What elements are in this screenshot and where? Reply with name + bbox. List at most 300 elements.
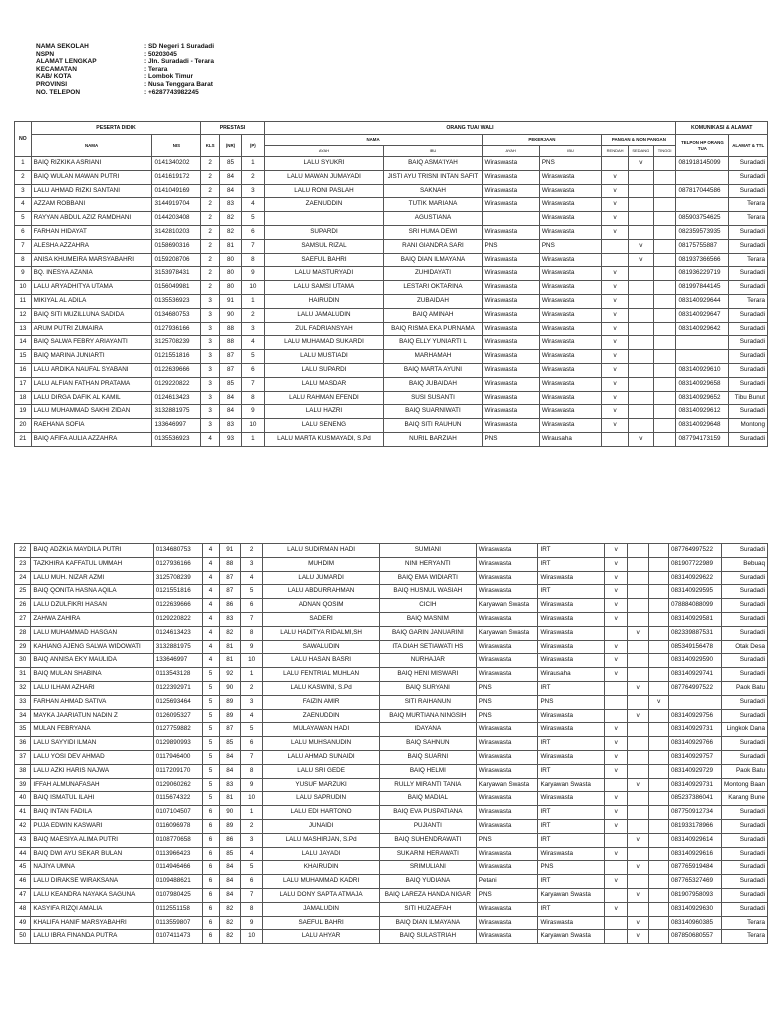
cell-alamat: Tibu Bunut <box>729 391 768 405</box>
cell-telp <box>676 336 729 350</box>
cell-pekerjaan-ibu: IRT <box>538 764 605 778</box>
cell-p: 6 <box>242 225 264 239</box>
cell-nr: 87 <box>219 585 241 599</box>
table-row <box>15 294 768 308</box>
cell-telp: 081937366566 <box>676 253 729 267</box>
cell-nr: 80 <box>219 267 241 281</box>
cell-ibu: ZUBAIDAH <box>384 294 482 308</box>
cell-telp: 087765327469 <box>669 875 722 889</box>
cell-rendah <box>602 253 628 267</box>
cell-tinggi <box>653 225 676 239</box>
cell-telp: 083140929741 <box>669 668 722 682</box>
cell-pekerjaan-ibu: Wiraswasta <box>539 419 602 433</box>
cell-ibu: BAIQ MADIAL <box>379 792 476 806</box>
cell-pekerjaan-ayah: Wiraswasta <box>476 792 538 806</box>
cell-nama: LALU SAYYIDI ILMAN <box>31 737 153 751</box>
cell-rendah: v <box>605 612 628 626</box>
cell-rendah: v <box>602 377 628 391</box>
cell-nis: 0129060262 <box>153 778 202 792</box>
cell-nr: 87 <box>219 723 241 737</box>
cell-sedang <box>628 267 653 281</box>
cell-tinggi <box>653 294 676 308</box>
cell-nis: 3125708239 <box>152 336 201 350</box>
cell-nis: 0109488621 <box>153 875 202 889</box>
cell-tinggi <box>649 681 669 695</box>
cell-sedang <box>628 571 649 585</box>
cell-p: 6 <box>241 599 263 613</box>
cell-nis: 0113543128 <box>153 668 202 682</box>
table-row <box>15 157 768 171</box>
cell-no: 3 <box>15 184 32 198</box>
cell-rendah: v <box>602 294 628 308</box>
table-row <box>15 599 768 613</box>
cell-pekerjaan-ayah: Wiraswasta <box>476 902 538 916</box>
cell-pekerjaan-ibu: Wirausaha <box>538 668 605 682</box>
cell-pekerjaan-ayah: PNS <box>476 833 538 847</box>
cell-nr: 87 <box>219 363 241 377</box>
cell-nama: LALU DZULFIKRI HASAN <box>31 599 153 613</box>
cell-tinggi <box>649 640 669 654</box>
cell-p: 2 <box>241 819 263 833</box>
cell-nr: 84 <box>219 888 241 902</box>
cell-nis: 0126095327 <box>153 709 202 723</box>
cell-ibu: SRIMULIANI <box>379 861 476 875</box>
col-ibu: IBU <box>384 146 482 157</box>
table-row <box>15 737 768 751</box>
cell-rendah: v <box>605 544 628 558</box>
cell-pekerjaan-ibu: PNS <box>539 239 602 253</box>
cell-ibu: BAIQ SAHNUN <box>379 737 476 751</box>
cell-kls: 5 <box>202 668 219 682</box>
cell-alamat: Suradadi <box>721 737 767 751</box>
cell-ayah: LALU SAMSI UTAMA <box>264 281 384 295</box>
cell-pekerjaan-ibu: Wiraswasta <box>539 308 602 322</box>
cell-nr: 80 <box>219 281 241 295</box>
cell-nr: 90 <box>219 681 241 695</box>
cell-kls: 3 <box>201 391 219 405</box>
cell-no: 28 <box>15 626 31 640</box>
cell-nr: 87 <box>219 571 241 585</box>
cell-sedang: v <box>628 253 653 267</box>
cell-p: 9 <box>242 267 264 281</box>
cell-tinggi <box>653 170 676 184</box>
cell-tinggi <box>649 612 669 626</box>
cell-alamat: Suradadi <box>721 847 767 861</box>
cell-tinggi <box>649 888 669 902</box>
cell-nis: 0107980425 <box>153 888 202 902</box>
cell-pekerjaan-ayah: Wiraswasta <box>476 571 538 585</box>
col-p-ayah: AYAH <box>482 146 539 157</box>
cell-rendah <box>602 239 628 253</box>
cell-alamat: Suradadi <box>729 184 768 198</box>
cell-nr: 84 <box>219 405 241 419</box>
cell-nr: 82 <box>219 225 241 239</box>
cell-nis: 0121551816 <box>152 350 201 364</box>
cell-sedang: v <box>628 930 649 944</box>
cell-ayah: LALU EDI HARTONO <box>263 806 380 820</box>
cell-nis: 0117946400 <box>153 750 202 764</box>
cell-pekerjaan-ayah: Wiraswasta <box>476 723 538 737</box>
cell-alamat: Suradadi <box>721 806 767 820</box>
col-telp: TELPON HP ORANG TUA <box>676 135 729 157</box>
cell-nr: 90 <box>219 308 241 322</box>
cell-nr: 89 <box>219 695 241 709</box>
cell-alamat: Terara <box>729 253 768 267</box>
cell-nama: BAIQ ANNISA EKY MAULIDA <box>31 654 153 668</box>
cell-alamat: Suradadi <box>729 225 768 239</box>
cell-sedang <box>628 198 653 212</box>
cell-nr: 86 <box>219 833 241 847</box>
cell-tinggi <box>653 419 676 433</box>
cell-pekerjaan-ayah: Wiraswasta <box>482 170 539 184</box>
cell-ibu: BAIQ GARIN JANUARINI <box>379 626 476 640</box>
cell-ayah: LALU SAPRUDIN <box>263 792 380 806</box>
cell-nr: 93 <box>219 432 241 446</box>
cell-pekerjaan-ibu: Wiraswasta <box>538 916 605 930</box>
cell-sedang <box>628 599 649 613</box>
col-pangan: PANGAN & NON PANGAN <box>602 135 676 146</box>
cell-nr: 84 <box>219 861 241 875</box>
cell-tinggi <box>649 930 669 944</box>
cell-p: 5 <box>241 585 263 599</box>
table-row <box>15 709 768 723</box>
cell-no: 24 <box>15 571 31 585</box>
cell-nama: MAYKA JAARIATUN NADIN Z <box>31 709 153 723</box>
cell-tinggi <box>649 668 669 682</box>
cell-p: 8 <box>241 764 263 778</box>
cell-rendah: v <box>605 640 628 654</box>
cell-pekerjaan-ibu: Wiraswasta <box>538 640 605 654</box>
table-row <box>15 626 768 640</box>
cell-kls: 5 <box>202 778 219 792</box>
cell-ibu: AGUSTIANA <box>384 212 482 226</box>
col-p-ibu: IBU <box>539 146 602 157</box>
cell-kls: 4 <box>202 626 219 640</box>
cell-sedang <box>628 875 649 889</box>
student-table-page-1 <box>14 121 768 447</box>
cell-telp: 083140929766 <box>669 737 722 751</box>
cell-sedang: v <box>628 157 653 171</box>
cell-rendah: v <box>605 571 628 585</box>
cell-pekerjaan-ibu: Wiraswasta <box>539 405 602 419</box>
cell-ayah: LALU FENTRIAL MUHLAN <box>263 668 380 682</box>
cell-tinggi <box>649 557 669 571</box>
cell-alamat: Suradadi <box>721 626 767 640</box>
cell-telp <box>676 198 729 212</box>
cell-pekerjaan-ayah: Wiraswasta <box>482 281 539 295</box>
cell-kls: 2 <box>201 281 219 295</box>
cell-pekerjaan-ayah: Wiraswasta <box>476 847 538 861</box>
cell-nr: 85 <box>219 737 241 751</box>
cell-alamat: Suradadi <box>721 585 767 599</box>
cell-rendah <box>605 626 628 640</box>
cell-no: 23 <box>15 557 31 571</box>
cell-p: 9 <box>241 916 263 930</box>
cell-tinggi <box>649 709 669 723</box>
cell-rendah <box>605 930 628 944</box>
cell-alamat: Suradadi <box>721 833 767 847</box>
cell-sedang <box>628 405 653 419</box>
table-row <box>15 405 768 419</box>
cell-sedang: v <box>628 861 649 875</box>
cell-pekerjaan-ayah: Wiraswasta <box>482 322 539 336</box>
cell-sedang <box>628 737 649 751</box>
cell-nr: 88 <box>219 557 241 571</box>
cell-ayah: LALU MUHAMMAD KADRI <box>263 875 380 889</box>
cell-ayah: ADNAN QOSIM <box>263 599 380 613</box>
cell-rendah: v <box>602 212 628 226</box>
cell-nis: 0127936166 <box>152 322 201 336</box>
table-row <box>15 654 768 668</box>
cell-kls: 2 <box>201 225 219 239</box>
cell-telp: 081936229719 <box>676 267 729 281</box>
cell-no: 32 <box>15 681 31 695</box>
cell-pekerjaan-ibu: IRT <box>538 902 605 916</box>
cell-ibu: BAIQ ELLY YUNIARTI L <box>384 336 482 350</box>
table-row <box>15 778 768 792</box>
col-rendah: RENDAH <box>602 146 628 157</box>
cell-tinggi <box>649 819 669 833</box>
cell-rendah: v <box>605 875 628 889</box>
cell-nr: 81 <box>219 239 241 253</box>
cell-pekerjaan-ibu: Wiraswasta <box>539 170 602 184</box>
cell-p: 5 <box>242 350 264 364</box>
cell-telp: 083140929630 <box>669 902 722 916</box>
cell-ibu: BAIQ HUSNUL WASIAH <box>379 585 476 599</box>
cell-nr: 84 <box>219 750 241 764</box>
cell-nis: 3132881975 <box>152 405 201 419</box>
cell-pekerjaan-ibu: Wiraswasta <box>539 198 602 212</box>
cell-p: 1 <box>242 432 264 446</box>
table-row <box>15 888 768 902</box>
cell-tinggi <box>649 750 669 764</box>
cell-nama: LALU DIRGA DAFIK AL KAMIL <box>31 391 152 405</box>
cell-nama: KASYIFA RIZQI AMALIA <box>31 902 153 916</box>
cell-no: 46 <box>15 875 31 889</box>
cell-pekerjaan-ibu: Wirausaha <box>539 432 602 446</box>
cell-nr: 91 <box>219 544 241 558</box>
cell-pekerjaan-ibu: Wiraswasta <box>539 253 602 267</box>
cell-nama: FARHAN AHMAD SATIVA <box>31 695 153 709</box>
table-row <box>15 336 768 350</box>
cell-kls: 4 <box>202 599 219 613</box>
cell-p: 7 <box>241 750 263 764</box>
cell-no: 38 <box>15 764 31 778</box>
cell-tinggi <box>649 902 669 916</box>
cell-tinggi <box>649 861 669 875</box>
cell-nama: BAIQ QONITA HASNA AQILA <box>31 585 153 599</box>
cell-telp: 083140929644 <box>676 294 729 308</box>
cell-nama: TAZKHIRA KAFFATUL UMMAH <box>31 557 153 571</box>
cell-ibu: BAIQ DIAN ILMAYANA <box>384 253 482 267</box>
cell-pekerjaan-ayah: Wiraswasta <box>476 819 538 833</box>
cell-sedang: v <box>628 778 649 792</box>
cell-tinggi <box>653 308 676 322</box>
cell-telp: 087850680557 <box>669 930 722 944</box>
cell-p: 3 <box>241 833 263 847</box>
cell-rendah: v <box>605 737 628 751</box>
cell-ayah: LALU SENENG <box>264 419 384 433</box>
table-row <box>15 819 768 833</box>
table-row <box>15 184 768 198</box>
cell-ayah: LALU MAWAN JUMAYADI <box>264 170 384 184</box>
col-prestasi: PRESTASI <box>201 122 264 135</box>
cell-nama: LALU KEANDRA NAYAKA SAGUNA <box>31 888 153 902</box>
cell-nis: 0158690316 <box>152 239 201 253</box>
cell-tinggi <box>649 723 669 737</box>
cell-alamat: Suradadi <box>721 875 767 889</box>
cell-ibu: BAIQ SURYANI <box>379 681 476 695</box>
cell-pekerjaan-ibu: Wiraswasta <box>539 212 602 226</box>
school-info-row <box>36 51 214 59</box>
cell-nama: LALU IBRA FINANDA PUTRA <box>31 930 153 944</box>
cell-kls: 5 <box>202 709 219 723</box>
cell-alamat: Otak Desa <box>721 640 767 654</box>
cell-pekerjaan-ibu: Wiraswasta <box>538 612 605 626</box>
cell-pekerjaan-ibu: Wiraswasta <box>538 571 605 585</box>
cell-no: 50 <box>15 930 31 944</box>
cell-pekerjaan-ibu: IRT <box>538 819 605 833</box>
cell-p: 3 <box>242 184 264 198</box>
cell-telp: 08175755887 <box>676 239 729 253</box>
cell-no: 22 <box>15 544 31 558</box>
cell-sedang <box>628 184 653 198</box>
cell-pekerjaan-ayah: PNS <box>476 888 538 902</box>
cell-tinggi <box>653 184 676 198</box>
table-row <box>15 432 768 446</box>
cell-kls: 2 <box>201 267 219 281</box>
cell-pekerjaan-ibu: Wiraswasta <box>538 750 605 764</box>
cell-ayah: LALU MASHIRJAN, S.Pd <box>263 833 380 847</box>
cell-nama: ZAHWA ZAHIRA <box>31 612 153 626</box>
table-row <box>15 902 768 916</box>
cell-ibu: BAIQ DIAN ILMAYANA <box>379 916 476 930</box>
school-info-row <box>36 43 214 51</box>
table-row <box>15 557 768 571</box>
cell-rendah: v <box>605 654 628 668</box>
cell-sedang <box>628 750 649 764</box>
table-row <box>15 363 768 377</box>
table-row <box>15 198 768 212</box>
cell-nama: LALU YOSI DEV AHMAD <box>31 750 153 764</box>
info-key: KECAMATAN <box>36 65 77 73</box>
cell-telp: 083140929648 <box>676 419 729 433</box>
cell-p: 10 <box>241 930 263 944</box>
cell-sedang: v <box>628 681 649 695</box>
cell-nis: 0141619172 <box>152 170 201 184</box>
table-row <box>15 875 768 889</box>
cell-pekerjaan-ayah: Wiraswasta <box>476 930 538 944</box>
cell-kls: 5 <box>202 750 219 764</box>
cell-kls: 6 <box>202 819 219 833</box>
cell-tinggi <box>649 778 669 792</box>
cell-tinggi <box>653 212 676 226</box>
cell-pekerjaan-ibu: Wiraswasta <box>538 847 605 861</box>
cell-tinggi <box>653 239 676 253</box>
cell-no: 30 <box>15 654 31 668</box>
cell-nis: 133646997 <box>152 419 201 433</box>
col-ayah: AYAH <box>264 146 384 157</box>
cell-ayah: LALU JUMARDI <box>263 571 380 585</box>
cell-ayah: LALU RAHMAN EFENDI <box>264 391 384 405</box>
cell-p: 5 <box>241 723 263 737</box>
cell-nr: 89 <box>219 709 241 723</box>
cell-nr: 84 <box>219 391 241 405</box>
cell-telp <box>669 695 722 709</box>
cell-tinggi <box>649 571 669 585</box>
cell-kls: 3 <box>201 336 219 350</box>
cell-pekerjaan-ayah: Wiraswasta <box>476 557 538 571</box>
cell-no: 36 <box>15 737 31 751</box>
cell-nr: 82 <box>219 930 241 944</box>
cell-rendah: v <box>602 336 628 350</box>
cell-telp: 087794173159 <box>676 432 729 446</box>
cell-nama: LALU ARYADHITYA UTAMA <box>31 281 152 295</box>
cell-telp: 085903754625 <box>676 212 729 226</box>
cell-tinggi <box>649 654 669 668</box>
cell-nama: KHALIFA HANIF MARSYABAHRI <box>31 916 153 930</box>
cell-no: 31 <box>15 668 31 682</box>
cell-ayah: JUNAIDI <box>263 819 380 833</box>
cell-no: 10 <box>15 281 32 295</box>
cell-kls: 2 <box>201 198 219 212</box>
cell-rendah: v <box>602 350 628 364</box>
cell-kls: 4 <box>202 544 219 558</box>
cell-nis: 0122639666 <box>153 599 202 613</box>
cell-nis: 3132881975 <box>153 640 202 654</box>
cell-alamat: Suradadi <box>729 363 768 377</box>
cell-pekerjaan-ibu: Karyawan Swasta <box>538 778 605 792</box>
cell-telp: 087750912734 <box>669 806 722 820</box>
cell-sedang <box>628 723 649 737</box>
cell-kls: 6 <box>202 861 219 875</box>
cell-pekerjaan-ayah: Wiraswasta <box>482 308 539 322</box>
cell-telp: 081907958093 <box>669 888 722 902</box>
cell-ayah: LALU MUHAMAD SUKARDI <box>264 336 384 350</box>
cell-nr: 81 <box>219 792 241 806</box>
cell-telp: 083140929652 <box>676 391 729 405</box>
cell-nama: LALU MUH. NIZAR AZMI <box>31 571 153 585</box>
cell-no: 34 <box>15 709 31 723</box>
cell-rendah: v <box>602 419 628 433</box>
cell-kls: 6 <box>202 875 219 889</box>
col-nama: NAMA <box>31 135 152 157</box>
cell-ayah: LALU ABDURRAHMAN <box>263 585 380 599</box>
cell-p: 5 <box>242 212 264 226</box>
cell-no: 37 <box>15 750 31 764</box>
cell-nr: 91 <box>219 294 241 308</box>
cell-no: 17 <box>15 377 32 391</box>
cell-nama: BAIQ AFIFA AULIA AZZAHRA <box>31 432 152 446</box>
cell-ayah <box>264 212 384 226</box>
cell-kls: 5 <box>202 695 219 709</box>
cell-ibu: BAIQ SUHENDRAWATI <box>379 833 476 847</box>
cell-sedang <box>628 668 649 682</box>
cell-p: 4 <box>242 198 264 212</box>
cell-tinggi <box>653 336 676 350</box>
table-row <box>15 239 768 253</box>
school-info-row <box>36 66 214 74</box>
cell-p: 3 <box>241 557 263 571</box>
cell-nr: 81 <box>219 640 241 654</box>
cell-nama: LALU DIRAKSE WIRAKSANA <box>31 875 153 889</box>
table-row <box>15 833 768 847</box>
cell-tinggi <box>649 626 669 640</box>
cell-ayah: SUPARDI <box>264 225 384 239</box>
cell-pekerjaan-ibu: Wiraswasta <box>538 654 605 668</box>
cell-ayah: HAIRUDIN <box>264 294 384 308</box>
cell-telp: 083140929581 <box>669 612 722 626</box>
